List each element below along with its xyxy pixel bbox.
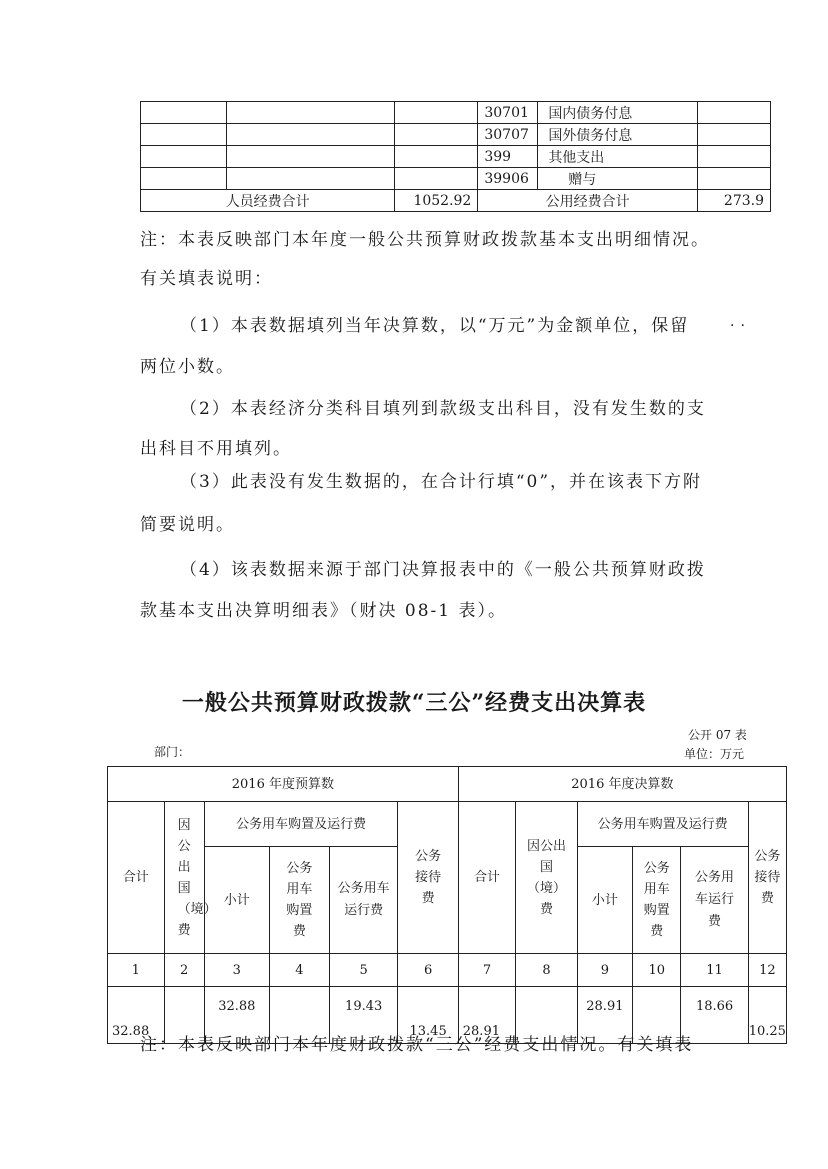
value-cell: 32.88 (108, 987, 165, 1044)
value-cell: 28.91 (577, 987, 632, 1044)
purchase-header (633, 847, 681, 954)
value-cell: 19.43 (329, 987, 398, 1044)
col-number: 9 (577, 954, 632, 987)
instruction-item-cont: 出科目不用填列。 (140, 439, 292, 459)
col-number: 2 (164, 954, 204, 987)
abroad-header-text: 因公出国（境）费 (526, 838, 566, 917)
econ-code: 39906 (478, 168, 538, 190)
instruction-item: （3）此表没有发生数据的，在合计行填“0”，并在该表下方附 (180, 472, 703, 492)
unit-label: 单位：万元 (684, 747, 745, 761)
instruction-item: （2）本表经济分类科目填列到款级支出科目，没有发生数的支 (180, 399, 706, 419)
total-header: 合计 (458, 802, 516, 954)
instruction-item: （1）本表数据填列当年决算数，以“万元”为金额单位，保留 (180, 316, 690, 336)
econ-code: 30707 (478, 124, 538, 146)
subtotal-header: 小计 (204, 847, 269, 954)
value-cell: 13.45 (398, 987, 458, 1044)
stray-marks: ·· (730, 318, 751, 334)
reception-header-text: 公务接待费 (415, 849, 442, 906)
instruction-item: （4）该表数据来源于部门决算报表中的《一般公共预算财政拨 (180, 560, 706, 580)
form-number: 公开 07 表 (688, 728, 747, 742)
econ-name: 国外债务付息 (538, 124, 698, 146)
note-text: 注：本表反映部门本年度财政拨款“三公”经费支出情况。有关填表 (140, 1035, 694, 1055)
col-number: 11 (681, 954, 748, 987)
col-number: 12 (748, 954, 786, 987)
econ-name: 赠与 (538, 168, 698, 190)
operation-header-text: 公务用车运行费 (695, 870, 735, 929)
instruction-item-cont: 两位小数。 (140, 357, 235, 377)
col-number: 5 (329, 954, 398, 987)
table-row (141, 168, 771, 190)
econ-name: 国内债务付息 (538, 102, 698, 124)
col-number: 10 (633, 954, 681, 987)
total-header: 合计 (108, 802, 165, 954)
abroad-header (516, 802, 577, 954)
totals-row (141, 190, 771, 212)
three-public-expense-table (107, 766, 787, 1044)
col-number: 1 (108, 954, 165, 987)
table-row (108, 767, 787, 802)
value-cell: 10.25 (748, 987, 786, 1044)
vehicle-group-header: 公务用车购置及运行费 (204, 802, 398, 847)
department-label: 部门： (154, 745, 191, 759)
section-title: 一般公共预算财政拨款“三公”经费支出决算表 (181, 690, 647, 716)
econ-code: 30701 (478, 102, 538, 124)
personnel-total-label: 人员经费合计 (141, 190, 395, 212)
instruction-item-cont: 简要说明。 (140, 515, 235, 535)
vehicle-group-header: 公务用车购置及运行费 (577, 802, 748, 847)
col-number: 4 (269, 954, 329, 987)
econ-name: 其他支出 (538, 146, 698, 168)
purchase-header-text: 公务用车购置费 (286, 861, 313, 939)
purchase-header-text: 公务用车购置费 (643, 861, 670, 939)
table-row (141, 146, 771, 168)
instructions-title: 有关填表说明： (140, 269, 273, 289)
instruction-item-cont: 款基本支出决算明细表》（财决 08-1 表）。 (140, 601, 507, 621)
reception-header-text: 公务接待费 (754, 849, 781, 906)
col-number: 3 (204, 954, 269, 987)
expense-detail-table (140, 101, 771, 212)
table-row (108, 802, 787, 847)
table-row (108, 954, 787, 987)
subtotal-header: 小计 (577, 847, 632, 954)
abroad-header (164, 802, 217, 954)
col-number: 6 (398, 954, 458, 987)
abroad-header-text: 因公出国（境）费 (177, 817, 217, 938)
purchase-header (269, 847, 329, 954)
econ-code: 399 (478, 146, 538, 168)
final-header: 2016 年度决算数 (458, 767, 786, 802)
reception-header (748, 802, 786, 954)
public-total-value: 273.9 (698, 190, 771, 212)
operation-header (681, 847, 748, 954)
table-row (141, 124, 771, 146)
col-number: 8 (516, 954, 577, 987)
operation-header-text: 公务用车运行费 (337, 881, 390, 918)
value-cell: 32.88 (204, 987, 269, 1044)
public-total-label: 公用经费合计 (478, 190, 698, 212)
value-cell: 28.91 (458, 987, 516, 1044)
reception-header (398, 802, 458, 954)
value-cell: 18.66 (681, 987, 748, 1044)
personnel-total-value: 1052.92 (395, 190, 478, 212)
note-text: 注：本表反映部门本年度一般公共预算财政拨款基本支出明细情况。 (140, 230, 710, 250)
budget-header: 2016 年度预算数 (108, 767, 459, 802)
operation-header (329, 847, 398, 954)
col-number: 7 (458, 954, 516, 987)
table-row (141, 102, 771, 124)
